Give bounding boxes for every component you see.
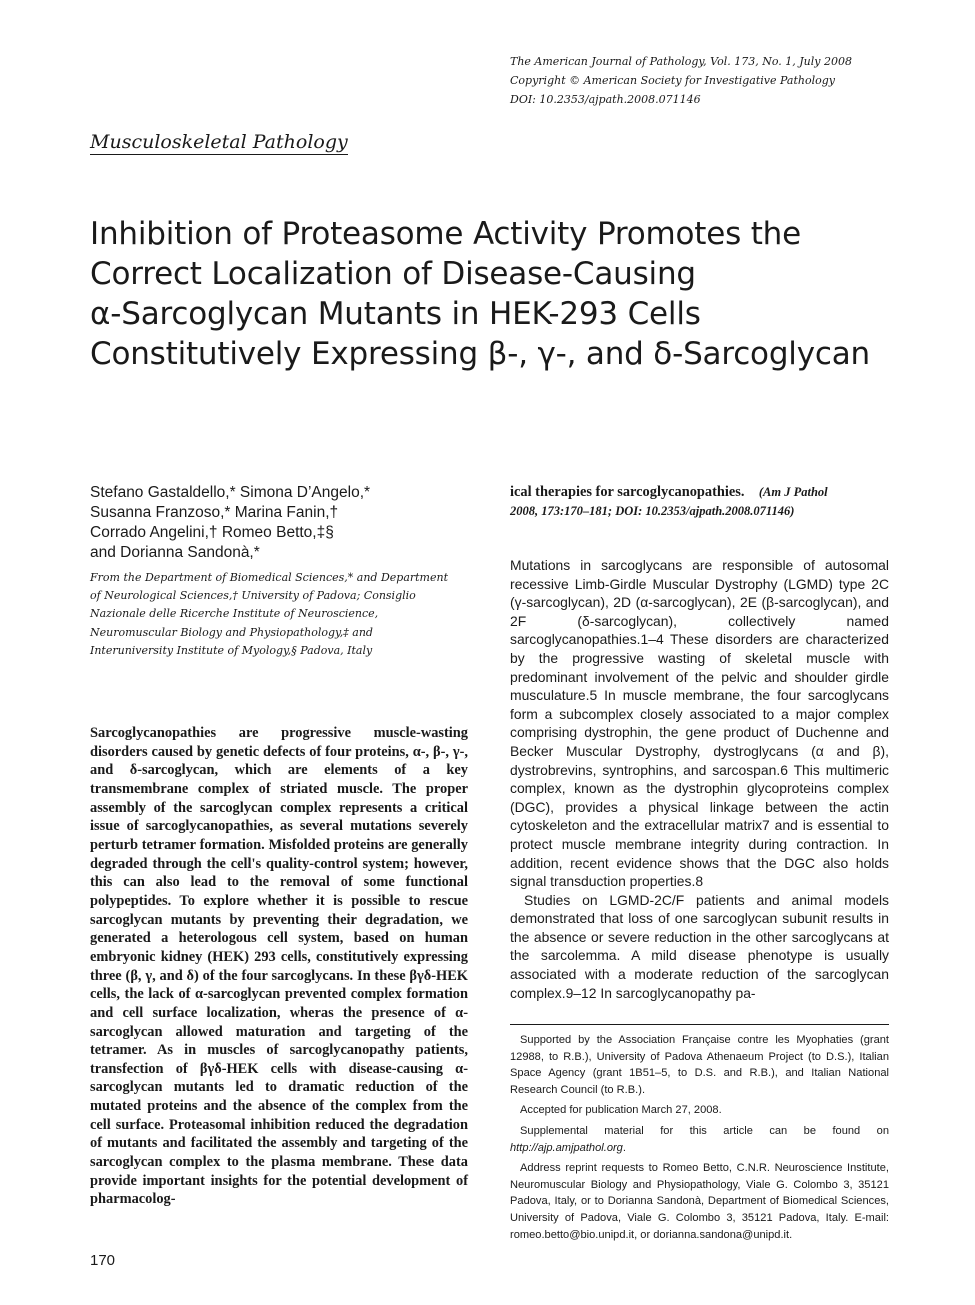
- affiliation-line: From the Department of Biomedical Sciences,* and Department: [90, 571, 448, 584]
- abstract-end-text: ical therapies for sarcoglycanopathies.: [510, 484, 745, 500]
- abstract-continuation: [510, 483, 888, 520]
- body-text: [510, 556, 889, 1002]
- accepted-note: Accepted for publication March 27, 2008.: [520, 1104, 722, 1117]
- author-line: Stefano Gastaldello,* Simona D’Angelo,*: [90, 484, 371, 501]
- author-line: and Dorianna Sandonà,*: [90, 544, 260, 561]
- abstract-continuation-line: [510, 483, 888, 502]
- footnotes: [510, 1032, 889, 1247]
- supplemental-text: Supplemental material for this article can be found on: [520, 1124, 889, 1137]
- author-line: Corrado Angelini,† Romeo Betto,‡§: [90, 524, 334, 541]
- journal-citation: The American Journal of Pathology, Vol. 173, No. 1, July 2008: [510, 55, 852, 68]
- author-line: Susanna Franzoso,* Marina Fanin,†: [90, 504, 339, 521]
- body-paragraph: Studies on LGMD-2C/F patients and animal models demonstrated that loss of one sarcoglycan subunit results in the absence or severe reduction in the other sarcoglycans at the sarcolemma. A mild disease phenotype is usually associated with a moderate reduction of the sarcoglycan complex.9–12 In sarcoglycanopathy pa-: [510, 891, 889, 1001]
- affiliations: [90, 569, 470, 660]
- journal-header: [510, 52, 910, 109]
- title-line: Constitutively Expressing β-, γ-, and δ-Sarcoglycan: [90, 336, 870, 372]
- title-line: Correct Localization of Disease-Causing: [90, 256, 696, 292]
- journal-copyright: Copyright © American Society for Investigative Pathology: [510, 74, 835, 87]
- address-note: Address reprint requests to Romeo Betto, C.N.R. Neuroscience Institute, Neuromuscular Biology and Physiopathology, Viale G. Colombo 3, 35121 Padova, Italy, or to Dorianna Sandonà, Department of Biomedical Sciences, University of Padova, Viale G. Colombo 3, 35121 Padova, Italy. E-mail: romeo.betto@bio.unipd.it, or dorianna.sandona@unipd.it.: [510, 1162, 889, 1241]
- body-paragraph: Mutations in sarcoglycans are responsible of autosomal recessive Limb-Girdle Muscular Dystrophy (LGMD) type 2C (γ-sarcoglycan), 2D (α-sarcoglycan), 2E (β-sarcoglycan), and 2F (δ-sarcoglycan), collectively named sarcoglycanopathies.1–4 These disorders are characterized by the progressive wasting of skeletal muscle with predominant involvement of the pelvic and shoulder girdle musculature.5 In muscle membrane, the four sarcoglycans form a subcomplex closely associated to a major complex comprising dystrophin, the gene product of Duchenne and Becker Muscular Dystrophy, dystroglycans (α and β), dystrobrevins, syntrophins, and sarcospan.6 This multimeric complex, known as the dystrophin glycoproteins complex (DGC), provides a physical linkage between the actin cytoskeleton and the extracellular matrix7 and is essential to protect muscle membrane integrity during contraction. In addition, recent evidence shows that the DGC also holds signal transduction properties.8: [510, 557, 889, 890]
- journal-doi: DOI: 10.2353/ajpath.2008.071146: [510, 93, 701, 106]
- abstract: [90, 724, 468, 1209]
- title-line: α-Sarcoglycan Mutants in HEK-293 Cells: [90, 296, 701, 332]
- title-line: Inhibition of Proteasome Activity Promotes the: [90, 216, 801, 252]
- affiliation-line: of Neurological Sciences,† University of Padova; Consiglio: [90, 589, 416, 603]
- article-title: [90, 214, 910, 374]
- affiliation-line: Interuniversity Institute of Myology,§ Padova, Italy: [90, 643, 373, 657]
- author-list: [90, 483, 470, 563]
- page-number: 170: [90, 1252, 116, 1269]
- affiliation-line: Nazionale delle Ricerche Institute of Neuroscience,: [90, 607, 379, 621]
- citation-start: (Am J Pathol: [758, 485, 828, 499]
- section-heading: Musculoskeletal Pathology: [90, 131, 348, 153]
- citation-line: 2008, 173:170–181; DOI: 10.2353/ajpath.2008.071146): [510, 503, 795, 518]
- supplemental-note: Supplemental material for this article can be found on http://ajp.amjpathol.org.: [510, 1124, 889, 1154]
- footnote-divider: [510, 1024, 889, 1025]
- abstract-text: Sarcoglycanopathies are progressive muscle-wasting disorders caused by genetic defects of four proteins, α-, β-, γ-, and δ-sarcoglycan, which are elements of a key transmembrane complex of striated muscle. The proper assembly of the sarcoglycan complex represents a critical issue of sarcoglycanopathies, as several mutations severely perturb tetramer formation. Misfolded proteins are generally degraded through the cell's quality-control system; however, this can also lead to the removal of some functional polypeptides. To explore whether it is possible to rescue sarcoglycan mutants by preventing their degradation, we generated a heterologous cell system, based on human embryonic kidney (HEK) 293 cells, constitutively expressing three (β, γ, and δ) of the four sarcoglycans. In these βγδ-HEK cells, the lack of α-sarcoglycan prevented complex formation and cell surface localization, wheras the presence of α-sarcoglycan allowed maturation and targeting of the tetramer. As in muscles of sarcoglycanopathy patients, transfection of βγδ-HEK cells with disease-causing α-sarcoglycan mutants led to dramatic reduction of the mutated proteins and the absence of the complex from the cell surface. Proteasomal inhibition reduced the degradation of mutants and facilitated the assembly and targeting of the sarcoglycan complex to the plasma membrane. These data provide important insights for the potential development of pharmacolog-: [90, 725, 468, 1208]
- funding-note: Supported by the Association Française contre les Myophaties (grant 12988, to R.B.), University of Padova Athenaeum Project (to D.S.), Italian Space Agency (grant 1B51–5, to D.S. and R.B.), and Italian National Research Council (to R.B.).: [510, 1034, 889, 1096]
- supplemental-link[interactable]: http://ajp.amjpathol.org: [510, 1141, 623, 1154]
- affiliation-line: Neuromuscular Biology and Physiopathology,‡ and: [90, 625, 373, 639]
